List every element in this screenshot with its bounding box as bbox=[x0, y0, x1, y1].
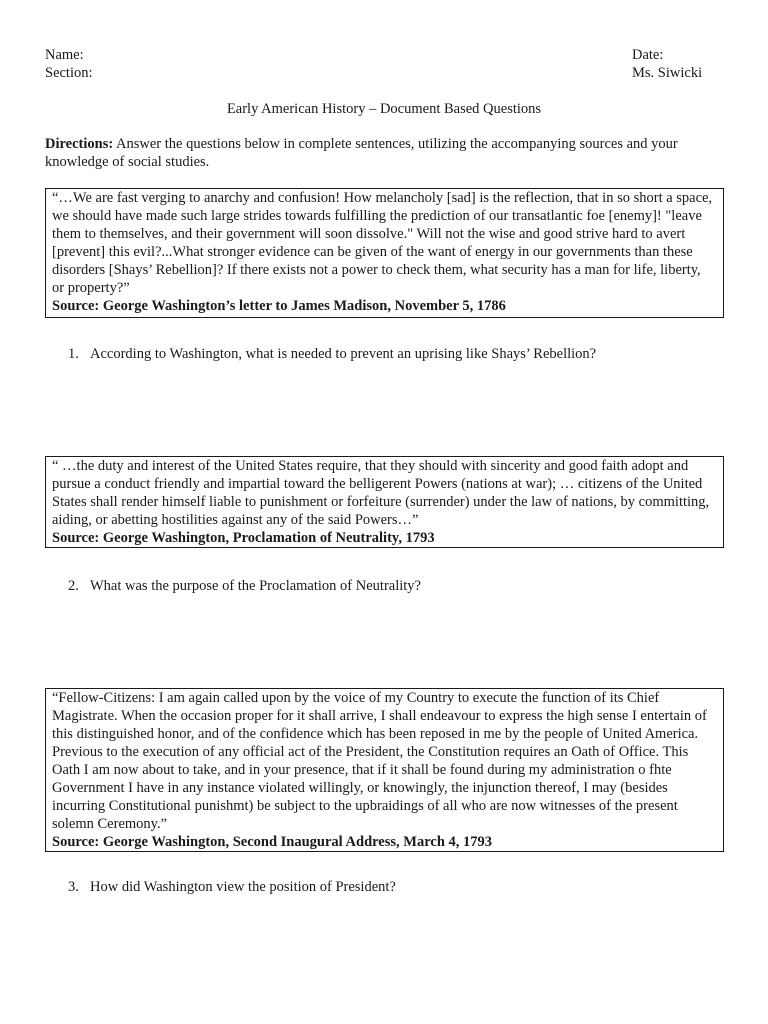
question-3 bbox=[68, 878, 396, 896]
document-quote: “ …the duty and interest of the United States require, that they should with sincerity and good faith adopt and pursue a conduct friendly and impartial toward the belligerent Powers (nations at war); … citizens of the United States shall render himself liable to punishment or forfeiture (surrender) under the law of nations, by committing, aiding, or abetting hostilities against any of the said Powers…” bbox=[52, 458, 710, 528]
document-box-1 bbox=[45, 188, 724, 318]
date-label: Date: bbox=[632, 47, 664, 63]
page-title: Early American History – Document Based Questions bbox=[226, 101, 542, 117]
question-text: How did Washington view the position of President? bbox=[90, 879, 396, 895]
question-number: 2. bbox=[68, 578, 79, 594]
document-quote: “Fellow-Citizens: I am again called upon by the voice of my Country to execute the function of its Chief Magistrate. When the occasion proper for it shall arrive, I shall endeavour to express the high sense I entertain of this distinguished honor, and of the confidence which has been reposed in me by the people of United America. Previous to the execution of any official act of the President, the Constitution requires an Oath of Office. This Oath I am now about to take, and in your presence, that if it shall be found during my administration o fhte Government I have in any instance violated willingly, or knowingly, the injunction thereof, I may (besides incurring Constitutional punishmt) be subject to the upbraidings of all who are now witnesses of the present solemn Ceremony.” bbox=[52, 690, 707, 832]
question-2 bbox=[68, 577, 421, 595]
teacher-name: Ms. Siwicki bbox=[632, 65, 703, 81]
document-box-3 bbox=[45, 688, 724, 852]
question-1 bbox=[68, 345, 596, 363]
document-box-2 bbox=[45, 456, 724, 548]
name-label: Name: bbox=[45, 47, 84, 63]
directions-label: Directions: bbox=[45, 136, 114, 152]
section-label: Section: bbox=[45, 65, 93, 81]
student-info bbox=[45, 46, 93, 82]
question-text: What was the purpose of the Proclamation of Neutrality? bbox=[90, 578, 421, 594]
class-info bbox=[632, 46, 702, 82]
document-source: Source: George Washington, Proclamation of Neutrality, 1793 bbox=[52, 530, 435, 546]
directions-text: Answer the questions below in complete sentences, utilizing the accompanying sources and your knowledge of social studies. bbox=[45, 136, 678, 170]
document-source: Source: George Washington, Second Inaugural Address, March 4, 1793 bbox=[52, 834, 493, 850]
document-source: Source: George Washington’s letter to James Madison, November 5, 1786 bbox=[52, 298, 506, 314]
question-number: 1. bbox=[68, 346, 79, 362]
document-quote: “…We are fast verging to anarchy and confusion! How melancholy [sad] is the reflection, that in so short a space, we should have made such large strides towards fulfilling the prediction of our transatlantic foe [enemy]! "leave them to themselves, and their government will soon dissolve." Will not the wise and good strive hard to avert [prevent] this evil?...What stronger evidence can be given of the want of energy in our governments than these disorders [Shays’ Rebellion]? If there exists not a power to check them, what security has a man for life, liberty, or property?” bbox=[52, 190, 713, 296]
question-number: 3. bbox=[68, 879, 79, 895]
directions bbox=[45, 135, 725, 171]
question-text: According to Washington, what is needed to prevent an uprising like Shays’ Rebellion? bbox=[90, 346, 597, 362]
